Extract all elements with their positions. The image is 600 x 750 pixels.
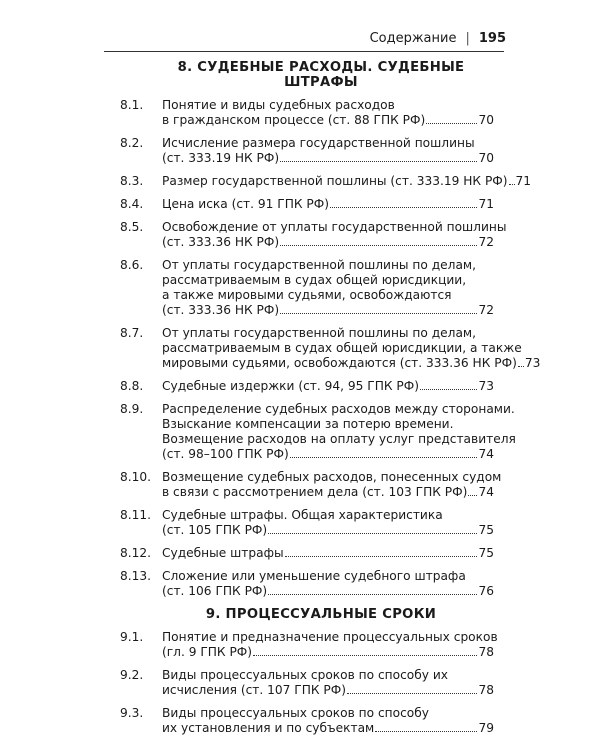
toc-entry[interactable] <box>120 258 494 318</box>
entry-title-line: в гражданском процессе (ст. 88 ГПК РФ) <box>162 113 426 127</box>
toc-entry[interactable] <box>120 136 494 166</box>
entry-title-line: Возмещение судебных расходов, понесенных судом <box>162 470 502 484</box>
toc-entry[interactable] <box>120 630 498 660</box>
entry-title <box>162 98 494 128</box>
entry-title-line: (ст. 98–100 ГПК РФ) <box>162 447 289 461</box>
dot-leader <box>347 692 477 694</box>
toc-entry[interactable] <box>120 668 494 698</box>
entry-page-number: 71 <box>478 197 494 211</box>
entry-number: 8.6. <box>120 258 144 272</box>
entry-last-line <box>162 379 494 394</box>
dot-leader <box>518 365 524 367</box>
dot-leader <box>375 730 477 732</box>
entry-last-line <box>162 645 494 660</box>
entry-number: 8.5. <box>120 220 144 234</box>
entry-number: 8.4. <box>120 197 144 211</box>
entry-title-line: (ст. 333.36 НК РФ) <box>162 235 280 249</box>
entry-title-line: исчисления (ст. 107 ГПК РФ) <box>162 683 346 697</box>
entry-title-line: рассматриваемым в судах общей юрисдикции, а также <box>162 341 522 355</box>
entry-page-number: 78 <box>478 683 494 697</box>
entry-title-line: а также мировыми судьями, освобождаются <box>162 288 452 302</box>
entry-last-line <box>162 151 494 166</box>
entry-title <box>162 174 532 189</box>
entry-page-number: 70 <box>478 113 494 127</box>
entry-last-line <box>162 356 541 371</box>
entry-last-line <box>162 546 494 561</box>
entry-title-line: Возмещение расходов на оплату услуг представителя <box>162 432 516 446</box>
entry-last-line <box>162 235 494 250</box>
dot-leader <box>468 494 477 496</box>
entry-title-line: Виды процессуальных сроков по способу <box>162 706 429 720</box>
entry-last-line <box>162 303 494 318</box>
dot-leader <box>280 312 477 314</box>
entry-number: 8.10. <box>120 470 152 484</box>
entry-title-line: Судебные штрафы <box>162 546 284 560</box>
entry-title-line: Исчисление размера государственной пошлины <box>162 136 475 150</box>
entry-last-line <box>162 584 494 599</box>
dot-leader <box>268 532 477 534</box>
header-rule <box>104 51 504 52</box>
entry-page-number: 70 <box>478 151 494 165</box>
entry-number: 8.1. <box>120 98 144 112</box>
entry-page-number: 74 <box>478 485 494 499</box>
dot-leader <box>426 122 477 124</box>
entry-number: 8.2. <box>120 136 144 150</box>
entry-title-line: Взыскание компенсации за потерю времени. <box>162 417 454 431</box>
toc-entry[interactable] <box>120 197 494 212</box>
entry-title-line: Освобождение от уплаты государственной пошлины <box>162 220 507 234</box>
entry-title <box>162 402 516 462</box>
entry-last-line <box>162 197 494 212</box>
entry-last-line <box>162 721 494 736</box>
toc-entry[interactable] <box>120 379 494 394</box>
entry-title-line: мировыми судьями, освобождаются (ст. 333.36 НК РФ) <box>162 356 517 370</box>
entry-page-number: 72 <box>478 303 494 317</box>
toc-entry[interactable] <box>120 174 532 189</box>
entry-title <box>162 546 494 561</box>
toc-entry[interactable] <box>120 508 494 538</box>
entry-last-line <box>162 683 494 698</box>
entry-title-line: Понятие и предназначение процессуальных сроков <box>162 630 498 644</box>
toc-entry[interactable] <box>120 569 494 599</box>
entry-page-number: 75 <box>478 523 494 537</box>
entry-title-line: (ст. 106 ГПК РФ) <box>162 584 268 598</box>
toc-entry[interactable] <box>120 546 494 561</box>
entry-title-line: (ст. 333.19 НК РФ) <box>162 151 280 165</box>
entry-title-line: Распределение судебных расходов между сторонами. <box>162 402 515 416</box>
entry-title-line: Судебные издержки (ст. 94, 95 ГПК РФ) <box>162 379 419 393</box>
entry-title-line: в связи с рассмотрением дела (ст. 103 ГПК РФ) <box>162 485 468 499</box>
entry-title <box>162 220 507 250</box>
entry-title-line: их установления и по субъектам <box>162 721 375 735</box>
toc-entry[interactable] <box>120 706 494 736</box>
entry-number: 8.11. <box>120 508 152 522</box>
entry-last-line <box>162 447 494 462</box>
entry-page-number: 74 <box>478 447 494 461</box>
entry-title <box>162 630 498 660</box>
entry-title-line: Судебные штрафы. Общая характеристика <box>162 508 443 522</box>
entry-title <box>162 508 494 538</box>
entry-title-line: От уплаты государственной пошлины по делам, <box>162 326 476 340</box>
entry-page-number: 73 <box>478 379 494 393</box>
toc-entry[interactable] <box>120 470 502 500</box>
toc-entry[interactable] <box>120 326 541 371</box>
dot-leader <box>280 160 477 162</box>
entry-title-line: Размер государственной пошлины (ст. 333.19 НК РФ) <box>162 174 508 188</box>
entry-number: 8.7. <box>120 326 144 340</box>
running-header <box>370 31 506 46</box>
entry-page-number: 78 <box>478 645 494 659</box>
entry-number: 8.3. <box>120 174 144 188</box>
entry-title <box>162 326 541 371</box>
entry-title <box>162 706 494 736</box>
entry-page-number: 73 <box>524 356 541 370</box>
entry-title-line: (ст. 333.36 НК РФ) <box>162 303 280 317</box>
entry-page-number: 71 <box>515 174 532 188</box>
entry-number: 9.3. <box>120 706 144 720</box>
entry-page-number: 76 <box>478 584 494 598</box>
entry-number: 8.9. <box>120 402 144 416</box>
entry-number: 8.8. <box>120 379 144 393</box>
entry-last-line <box>162 174 532 189</box>
toc-entry[interactable] <box>120 402 516 462</box>
dot-leader <box>280 244 477 246</box>
entry-title-line: Сложение или уменьшение судебного штрафа <box>162 569 466 583</box>
page-number: 195 <box>478 31 506 46</box>
chapter-heading: 9. ПРОЦЕССУАЛЬНЫЕ СРОКИ <box>205 607 437 622</box>
entry-title <box>162 668 494 698</box>
entry-title <box>162 470 502 500</box>
dot-leader <box>509 183 515 185</box>
dot-leader <box>285 555 478 557</box>
dot-leader <box>268 593 477 595</box>
entry-title <box>162 379 494 394</box>
toc-entry[interactable] <box>120 220 507 250</box>
entry-number: 9.1. <box>120 630 144 644</box>
entry-number: 8.12. <box>120 546 152 560</box>
chapter-heading: 8. СУДЕБНЫЕ РАСХОДЫ. СУДЕБНЫЕ ШТРАФЫ <box>177 60 465 90</box>
entry-title <box>162 569 494 599</box>
entry-page-number: 72 <box>478 235 494 249</box>
entry-title-line: Цена иска (ст. 91 ГПК РФ) <box>162 197 330 211</box>
entry-page-number: 79 <box>478 721 494 735</box>
table-of-contents <box>120 60 541 744</box>
dot-leader <box>253 654 477 656</box>
dot-leader <box>290 456 478 458</box>
dot-leader <box>330 206 477 208</box>
entry-title-line: Понятие и виды судебных расходов <box>162 98 395 112</box>
toc-entry[interactable] <box>120 98 494 128</box>
entry-last-line <box>162 523 494 538</box>
running-header-separator: | <box>465 31 470 46</box>
running-header-title: Содержание <box>369 31 457 46</box>
entry-number: 8.13. <box>120 569 152 583</box>
entry-last-line <box>162 113 494 128</box>
entry-page-number: 75 <box>478 546 494 560</box>
entry-title-line: (гл. 9 ГПК РФ) <box>162 645 253 659</box>
entry-title <box>162 258 494 318</box>
entry-title-line: Виды процессуальных сроков по способу их <box>162 668 448 682</box>
entry-title <box>162 197 494 212</box>
entry-title <box>162 136 494 166</box>
entry-title-line: рассматриваемым в судах общей юрисдикции, <box>162 273 467 287</box>
entry-last-line <box>162 485 494 500</box>
entry-number: 9.2. <box>120 668 144 682</box>
dot-leader <box>420 388 477 390</box>
entry-title-line: От уплаты государственной пошлины по делам, <box>162 258 476 272</box>
entry-title-line: (ст. 105 ГПК РФ) <box>162 523 268 537</box>
